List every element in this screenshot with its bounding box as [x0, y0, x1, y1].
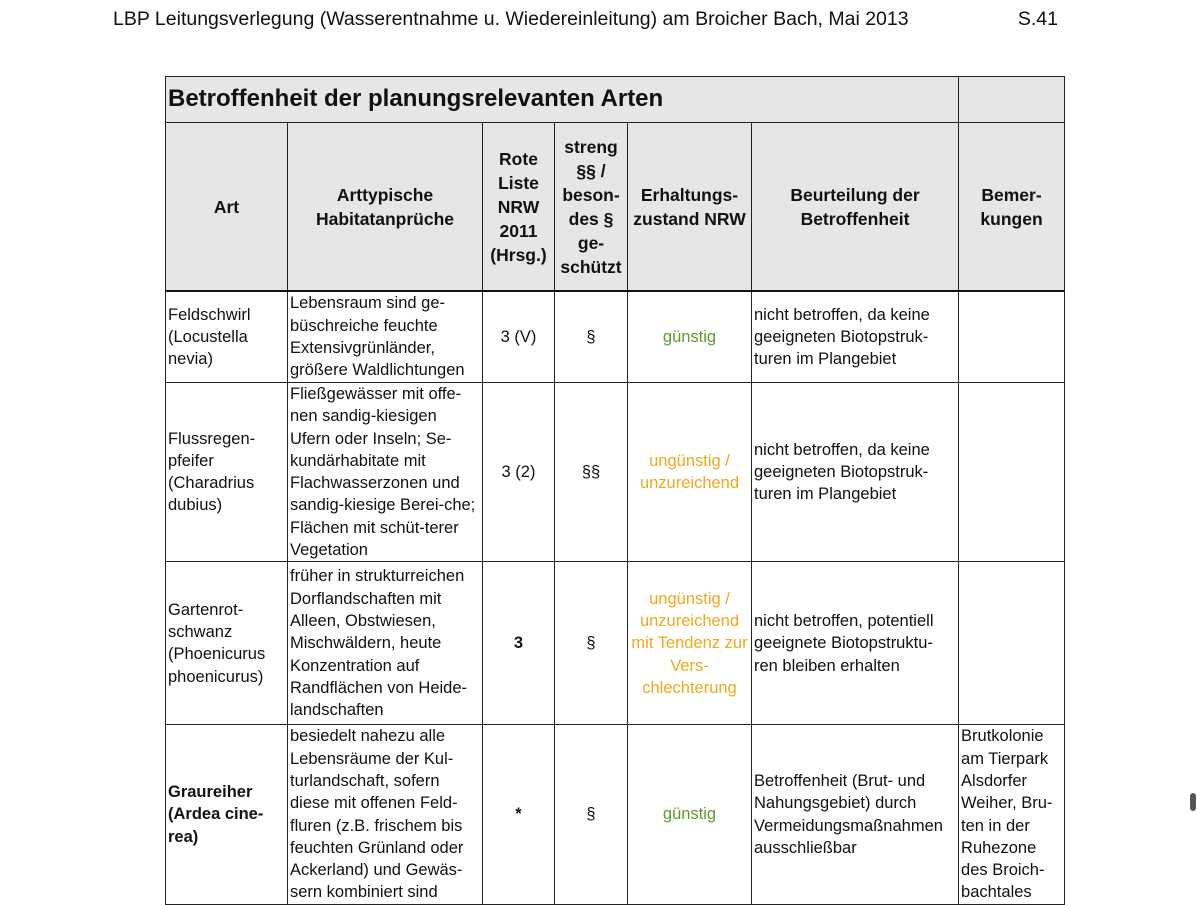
- cell-rote-liste: 3 (V): [483, 291, 555, 383]
- cell-bemerkungen: [959, 562, 1065, 725]
- col-header-schutz: streng §§ / beson-des § ge-schützt: [555, 123, 628, 292]
- col-header-art: Art: [166, 123, 288, 292]
- cell-art: Flussregen-pfeifer (Charadrius dubius): [166, 383, 288, 562]
- cell-beurteilung: nicht betroffen, da keine geeigneten Biotopstruk-turen im Plangebiet: [752, 383, 959, 562]
- page-number: S.41: [1017, 8, 1058, 30]
- cell-habitat: besiedelt nahezu alle Lebensräume der Kul-turlandschaft, sofern diese mit offenen Feld-fluren (z.B. frischem bis feuchten Grünland oder Ackerland) und Gewäs-sern kombiniert sind: [288, 725, 483, 904]
- cell-erhaltung: ungünstig / unzureichend: [628, 383, 752, 562]
- cell-art: Graureiher (Ardea cine-rea): [166, 725, 288, 904]
- table-title: Betroffenheit der planungsrelevanten Arten: [166, 77, 959, 123]
- col-header-beurteilung: Beurteilung der Betroffenheit: [752, 123, 959, 292]
- table-row: [166, 725, 1065, 904]
- cell-bemerkungen: Brutkolonie am Tierpark Alsdorfer Weiher, Bru-ten in der Ruhezone des Broich-bachtales: [959, 725, 1065, 904]
- cell-schutz: §: [555, 291, 628, 383]
- cell-rote-liste: *: [483, 725, 555, 904]
- cell-habitat: früher in strukturreichen Dorflandschaften mit Alleen, Obstwiesen, Mischwäldern, heute Konzentration auf Randflächen von Heide-landschaften: [288, 562, 483, 725]
- cell-art: Gartenrot-schwanz (Phoenicurus phoenicurus): [166, 562, 288, 725]
- cell-beurteilung: Betroffenheit (Brut- und Nahungsgebiet) durch Vermeidungsmaßnahmen ausschließbar: [752, 725, 959, 904]
- table-row: [166, 562, 1065, 725]
- table-row: [166, 291, 1065, 383]
- cell-erhaltung: ungünstig / unzureichend mit Tendenz zur Vers-chlechterung: [628, 562, 752, 725]
- cell-rote-liste: 3 (2): [483, 383, 555, 562]
- table-title-spacer: [959, 77, 1065, 123]
- cell-erhaltung: günstig: [628, 291, 752, 383]
- cell-habitat: Fließgewässer mit offe-nen sandig-kiesigen Ufern oder Inseln; Se-kundärhabitate mit Flachwasserzonen und sandig-kiesige Berei-che; Flächen mit schüt-terer Vegetation: [288, 383, 483, 562]
- table-title-row: [166, 77, 1065, 123]
- col-header-rote-liste: Rote Liste NRW 2011 (Hrsg.): [483, 123, 555, 292]
- col-header-erhaltung: Erhaltungs-zustand NRW: [628, 123, 752, 292]
- cell-schutz: §: [555, 725, 628, 904]
- table-row: [166, 383, 1065, 562]
- table-header-row: [166, 123, 1065, 292]
- cell-art: Feldschwirl (Locustella nevia): [166, 291, 288, 383]
- cell-habitat: Lebensraum sind ge-büschreiche feuchte Extensivgrünländer, größere Waldlichtungen: [288, 291, 483, 383]
- scrollbar-thumb[interactable]: [1190, 793, 1196, 811]
- species-table: [165, 76, 1065, 905]
- cell-schutz: §: [555, 562, 628, 725]
- page-header: [113, 8, 1058, 34]
- col-header-bemerkungen: Bemer-kungen: [959, 123, 1065, 292]
- col-header-habitat: Arttypische Habitatanprüche: [288, 123, 483, 292]
- cell-beurteilung: nicht betroffen, da keine geeigneten Biotopstruk-turen im Plangebiet: [752, 291, 959, 383]
- cell-bemerkungen: [959, 383, 1065, 562]
- cell-beurteilung: nicht betroffen, potentiell geeignete Biotopstruktu-ren bleiben erhalten: [752, 562, 959, 725]
- cell-rote-liste: 3: [483, 562, 555, 725]
- cell-erhaltung: günstig: [628, 725, 752, 904]
- cell-schutz: §§: [555, 383, 628, 562]
- document-title: LBP Leitungsverlegung (Wasserentnahme u. Wiedereinleitung) am Broicher Bach, Mai 2013: [113, 8, 909, 30]
- cell-bemerkungen: [959, 291, 1065, 383]
